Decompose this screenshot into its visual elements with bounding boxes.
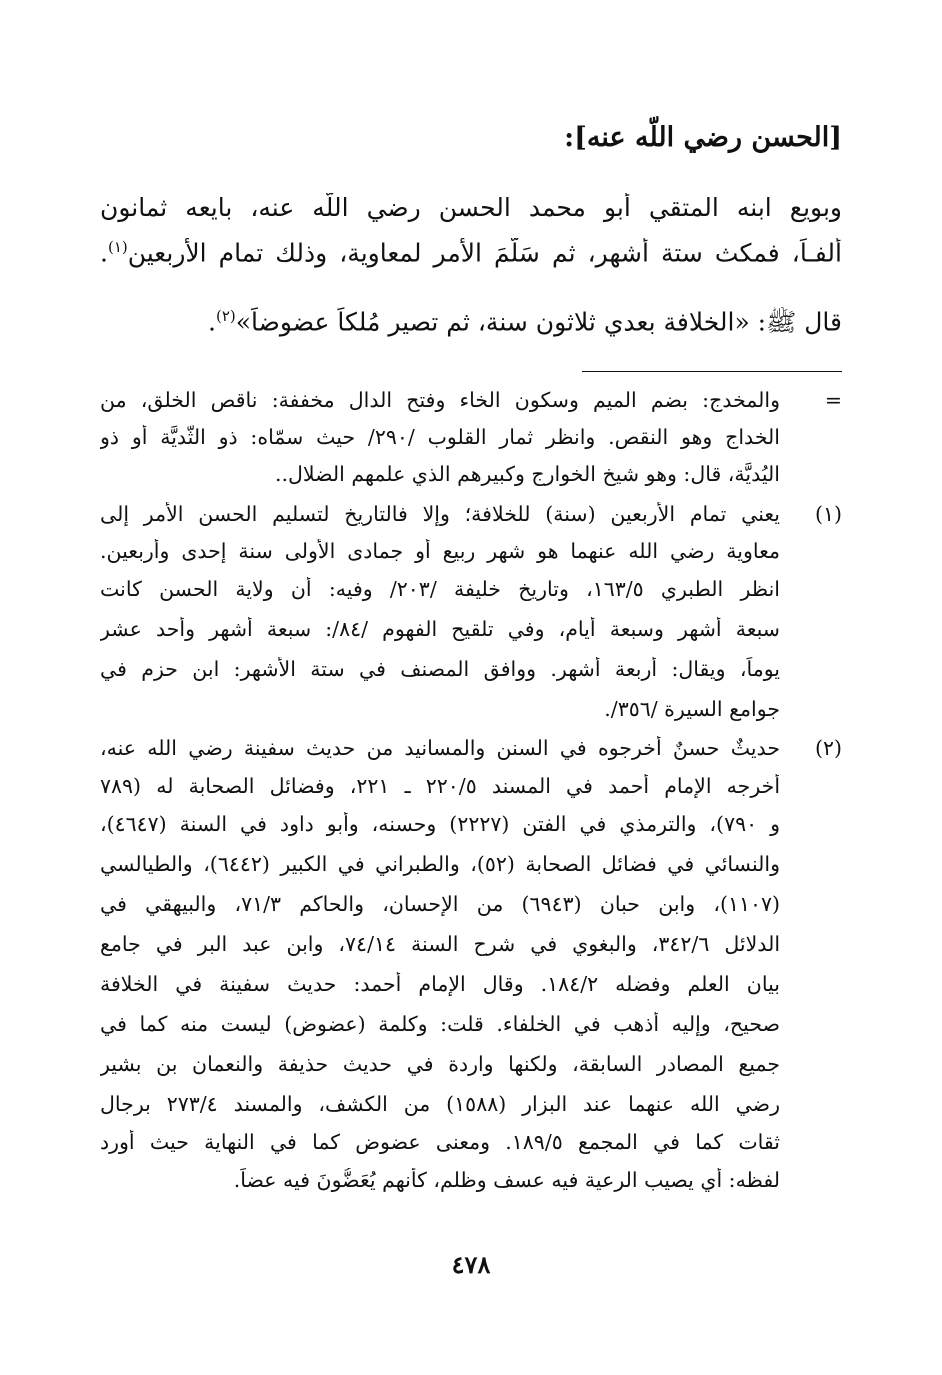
footnote-1-line-4: سبعة أشهر وسبعة أيام، وفي تلقيح الفهوم /٨٤/: سبعة أشهر وأحد عشر bbox=[100, 617, 780, 641]
footnote-continuation-line-3: اليُديَّة، قال: وهو شيخ الخوارج وكبيرهم الذي علمهم الضلال.. bbox=[274, 462, 780, 486]
footnote-ref-1: (١) bbox=[107, 238, 128, 256]
footnote-2-line-8: صحيح، وإليه أذهب في الخلفاء. قلت: وكلمة (عضوض) ليست منه كما في bbox=[100, 1012, 780, 1036]
main-text-line-2-body: ألفـاً، فمكث ستة أشهر، ثم سَلَّمَ الأمر لمعاوية، وذلك تمام الأربعين bbox=[127, 238, 842, 268]
footnote-2-line-9: جميع المصادر السابقة، ولكنها واردة في حديث حذيفة والنعمان بن بشير bbox=[100, 1052, 780, 1076]
footnote-2-line-2: أخرجه الإمام أحمد في المسند ٢٢٠/٥ ـ ٢٢١، وفضائل الصحابة له (٧٨٩ bbox=[100, 774, 780, 798]
footnote-2-line-7: بيان العلم وفضله ١٨٤/٢. وقال الإمام أحمد: حديث سفينة في الخلافة bbox=[100, 972, 780, 996]
footnote-1-line-5: يوماً، ويقال: أربعة أشهر. ووافق المصنف في ستة الأشهر: ابن حزم في bbox=[100, 657, 780, 681]
footnote-2-line-1: حديثٌ حسنٌ أخرجوه في السنن والمسانيد من حديث سفينة رضي الله عنه، bbox=[100, 736, 780, 760]
main-text-line-2 bbox=[100, 238, 842, 268]
footnote-1-line-6: جوامع السيرة /٣٥٦/. bbox=[604, 697, 780, 721]
footnote-2-line-10: رضي الله عنهما عند البزار (١٥٨٨) من الكشف، والمسند ٢٧٣/٤ برجال bbox=[100, 1092, 780, 1116]
main-text-line-2-end: . bbox=[100, 238, 108, 268]
footnote-1-line-1: يعني تمام الأربعين (سنة) للخلافة؛ وإلا فالتاريخ لتسليم الحسن الأمر إلى bbox=[100, 502, 780, 526]
footnote-2-line-3: و ٧٩٠)، والترمذي في الفتن (٢٢٢٧) وحسنه، وأبو داود في السنة (٤٦٤٧)، bbox=[100, 812, 780, 836]
hadith-quote-end: . bbox=[208, 307, 216, 337]
footnote-continuation-line-1: والمخدج: بضم الميم وسكون الخاء وفتح الدال مخففة: ناقص الخلق، من bbox=[100, 388, 780, 412]
footnote-1-line-3: انظر الطبري ١٦٣/٥، وتاريخ خليفة /٢٠٣/ وفيه: أن ولاية الحسن كانت bbox=[100, 577, 780, 601]
hadith-quote bbox=[208, 307, 842, 337]
footnote-2-line-12: لفظه: أي يصيب الرعية فيه عسف وظلم، كأنهم يُعَضُّونَ فيه عضاً. bbox=[233, 1168, 780, 1192]
footnote-separator bbox=[582, 371, 842, 372]
footnote-2-line-5: (١١٠٧)، وابن حبان (٦٩٤٣) من الإحسان، والحاكم ٧١/٣، والبيهقي في bbox=[100, 892, 780, 916]
footnote-2-line-4: والنسائي في فضائل الصحابة (٥٢)، والطبراني في الكبير (٦٤٤٢)، والطيالسي bbox=[100, 852, 780, 876]
section-heading: [الحسن رضي اللّه عنه]: bbox=[564, 122, 842, 153]
footnote-1-marker: (١) bbox=[814, 502, 842, 526]
page-number: ٤٧٨ bbox=[451, 1250, 491, 1279]
footnote-2-line-6: الدلائل ٣٤٢/٦، والبغوي في شرح السنة ٧٤/١٤، وابن عبد البر في جامع bbox=[100, 932, 780, 956]
footnote-continuation-line-2: الخداج وهو النقص. وانظر ثمار القلوب /٢٩٠/ حيث سمّاه: ذو الثُّديَّة أو ذو bbox=[100, 425, 780, 449]
footnote-2-marker: (٢) bbox=[814, 736, 842, 760]
footnote-continuation-marker: = bbox=[824, 388, 842, 412]
main-text-line-1: وبويع ابنه المتقي أبو محمد الحسن رضي اللّه عنه، بايعه ثمانون bbox=[100, 193, 842, 222]
footnote-ref-2: (٢) bbox=[215, 307, 236, 325]
footnote-1-line-2: معاوية رضي الله عنهما هو شهر ربيع أو جمادى الأولى سنة إحدى وأربعين. bbox=[100, 539, 780, 563]
hadith-quote-body: قال ﷺ: «الخلافة بعدي ثلاثون سنة، ثم تصير مُلكاً عضوضاً» bbox=[235, 307, 842, 337]
footnote-2-line-11: ثقات كما في المجمع ١٨٩/٥. ومعنى عضوض كما في النهاية حيث أورد bbox=[100, 1130, 780, 1154]
